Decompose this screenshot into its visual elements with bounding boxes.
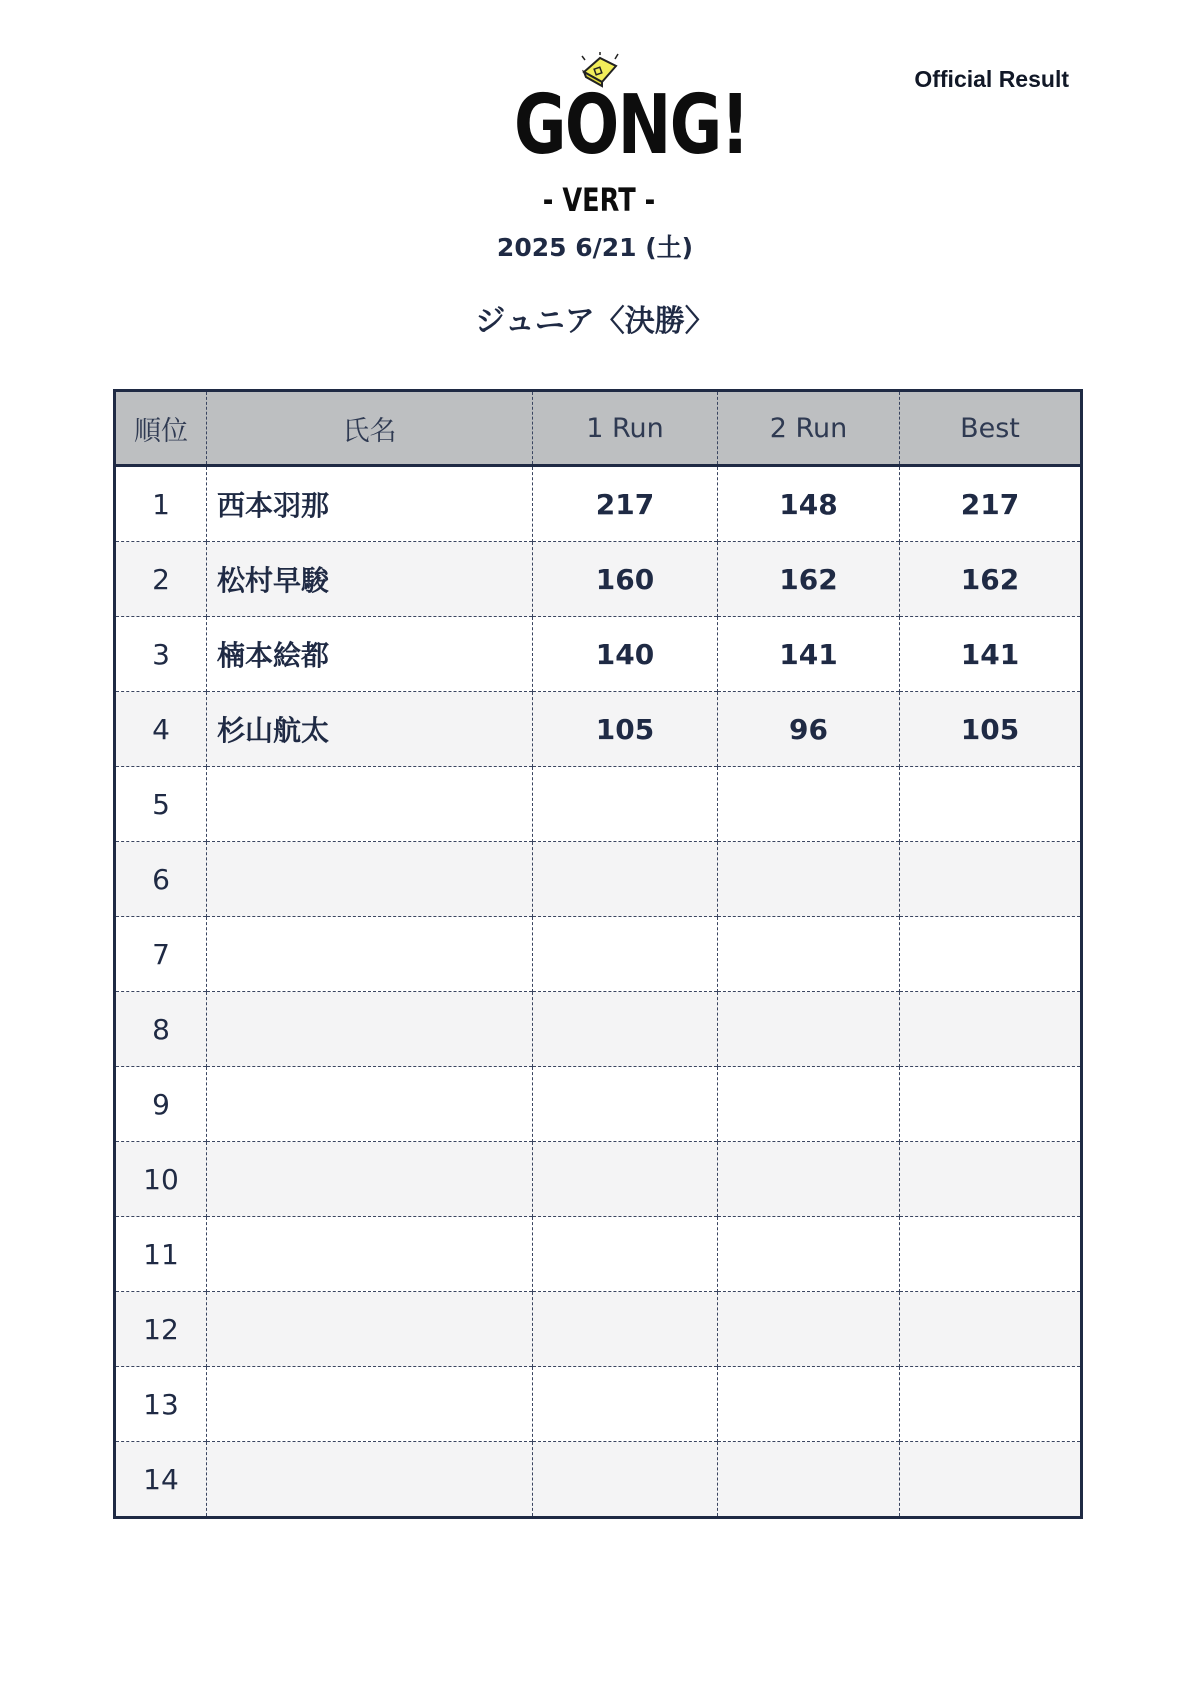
run1-score-cell bbox=[533, 1442, 718, 1518]
rank-cell: 10 bbox=[115, 1142, 207, 1217]
best-score-cell bbox=[900, 1367, 1082, 1442]
name-cell bbox=[207, 1142, 533, 1217]
run1-score-cell: 217 bbox=[533, 466, 718, 542]
run1-score-cell bbox=[533, 917, 718, 992]
table-row bbox=[115, 1367, 1082, 1442]
name-cell bbox=[207, 917, 533, 992]
table-row bbox=[115, 992, 1082, 1067]
run2-score-cell: 141 bbox=[718, 617, 900, 692]
best-score-cell: 105 bbox=[900, 692, 1082, 767]
rank-cell: 9 bbox=[115, 1067, 207, 1142]
rank-cell: 5 bbox=[115, 767, 207, 842]
logo-wordmark: GONG! bbox=[513, 78, 749, 173]
name-cell bbox=[207, 992, 533, 1067]
best-score-cell bbox=[900, 1067, 1082, 1142]
best-score-cell: 162 bbox=[900, 542, 1082, 617]
run2-score-cell: 148 bbox=[718, 466, 900, 542]
best-score-cell bbox=[900, 1442, 1082, 1518]
run1-score-cell bbox=[533, 842, 718, 917]
rank-cell: 7 bbox=[115, 917, 207, 992]
name-cell bbox=[207, 1292, 533, 1367]
name-cell bbox=[207, 842, 533, 917]
name-cell: 松村早駿 bbox=[207, 542, 533, 617]
best-score-cell bbox=[900, 1217, 1082, 1292]
run1-score-cell bbox=[533, 992, 718, 1067]
event-date: 2025 6/21 (土) bbox=[496, 233, 694, 262]
gong-vert-logo bbox=[490, 52, 749, 222]
best-score-cell bbox=[900, 1292, 1082, 1367]
name-cell bbox=[207, 1067, 533, 1142]
rank-cell: 4 bbox=[115, 692, 207, 767]
table-row bbox=[115, 1067, 1082, 1142]
name-cell: 楠本絵都 bbox=[207, 617, 533, 692]
rank-cell: 14 bbox=[115, 1442, 207, 1518]
rank-cell: 2 bbox=[115, 542, 207, 617]
name-cell: 西本羽那 bbox=[207, 466, 533, 542]
table-row bbox=[115, 692, 1082, 767]
run2-score-cell bbox=[718, 767, 900, 842]
run2-score-cell bbox=[718, 1142, 900, 1217]
run1-score-cell: 140 bbox=[533, 617, 718, 692]
best-score-cell: 141 bbox=[900, 617, 1082, 692]
name-cell bbox=[207, 767, 533, 842]
run2-score-cell bbox=[718, 917, 900, 992]
rank-cell: 11 bbox=[115, 1217, 207, 1292]
column-header-run1: 1 Run bbox=[533, 391, 718, 466]
rank-cell: 1 bbox=[152, 487, 170, 521]
table-row bbox=[115, 1142, 1082, 1217]
best-score-cell bbox=[900, 992, 1082, 1067]
run2-score-cell: 162 bbox=[718, 542, 900, 617]
column-header-run2: 2 Run bbox=[718, 391, 900, 466]
official-result-label: Official Result bbox=[914, 66, 1069, 92]
table-row bbox=[115, 617, 1082, 692]
run1-score-cell: 160 bbox=[533, 542, 718, 617]
column-header-rank: 順位 bbox=[115, 391, 207, 466]
best-score-cell bbox=[900, 1142, 1082, 1217]
run1-score-cell: 105 bbox=[533, 692, 718, 767]
name-cell bbox=[207, 1217, 533, 1292]
name-cell bbox=[207, 1442, 533, 1518]
column-header-best: Best bbox=[900, 391, 1082, 466]
table-row bbox=[115, 1442, 1082, 1518]
name-cell bbox=[207, 1367, 533, 1442]
run2-score-cell: 96 bbox=[718, 692, 900, 767]
run1-score-cell bbox=[533, 1217, 718, 1292]
rank-cell: 8 bbox=[115, 992, 207, 1067]
table-row bbox=[115, 1292, 1082, 1367]
best-score-cell bbox=[900, 842, 1082, 917]
table-header-row bbox=[115, 391, 1082, 466]
category-title: ジュニア〈決勝〉 bbox=[475, 304, 715, 339]
rank-cell: 6 bbox=[115, 842, 207, 917]
table-row bbox=[115, 542, 1082, 617]
run1-score-cell bbox=[533, 1067, 718, 1142]
run1-score-cell bbox=[533, 767, 718, 842]
logo-subtitle: - VERT - bbox=[542, 181, 656, 219]
run2-score-cell bbox=[718, 992, 900, 1067]
run2-score-cell bbox=[718, 1442, 900, 1518]
column-header-name: 氏名 bbox=[207, 391, 533, 466]
best-score-cell: 217 bbox=[900, 466, 1082, 542]
table-row bbox=[115, 917, 1082, 992]
rank-cell: 12 bbox=[115, 1292, 207, 1367]
rank-cell: 13 bbox=[115, 1367, 207, 1442]
rank-cell: 3 bbox=[115, 617, 207, 692]
run1-score-cell bbox=[533, 1367, 718, 1442]
run2-score-cell bbox=[718, 842, 900, 917]
best-score-cell bbox=[900, 917, 1082, 992]
run1-score-cell bbox=[533, 1292, 718, 1367]
best-score-cell bbox=[900, 767, 1082, 842]
run2-score-cell bbox=[718, 1217, 900, 1292]
table-row bbox=[115, 767, 1082, 842]
results-table bbox=[113, 389, 1083, 1519]
table-row bbox=[115, 842, 1082, 917]
run2-score-cell bbox=[718, 1367, 900, 1442]
table-row bbox=[115, 466, 1082, 542]
table-row bbox=[115, 1217, 1082, 1292]
run2-score-cell bbox=[718, 1292, 900, 1367]
run2-score-cell bbox=[718, 1067, 900, 1142]
run1-score-cell bbox=[533, 1142, 718, 1217]
name-cell: 杉山航太 bbox=[207, 692, 533, 767]
